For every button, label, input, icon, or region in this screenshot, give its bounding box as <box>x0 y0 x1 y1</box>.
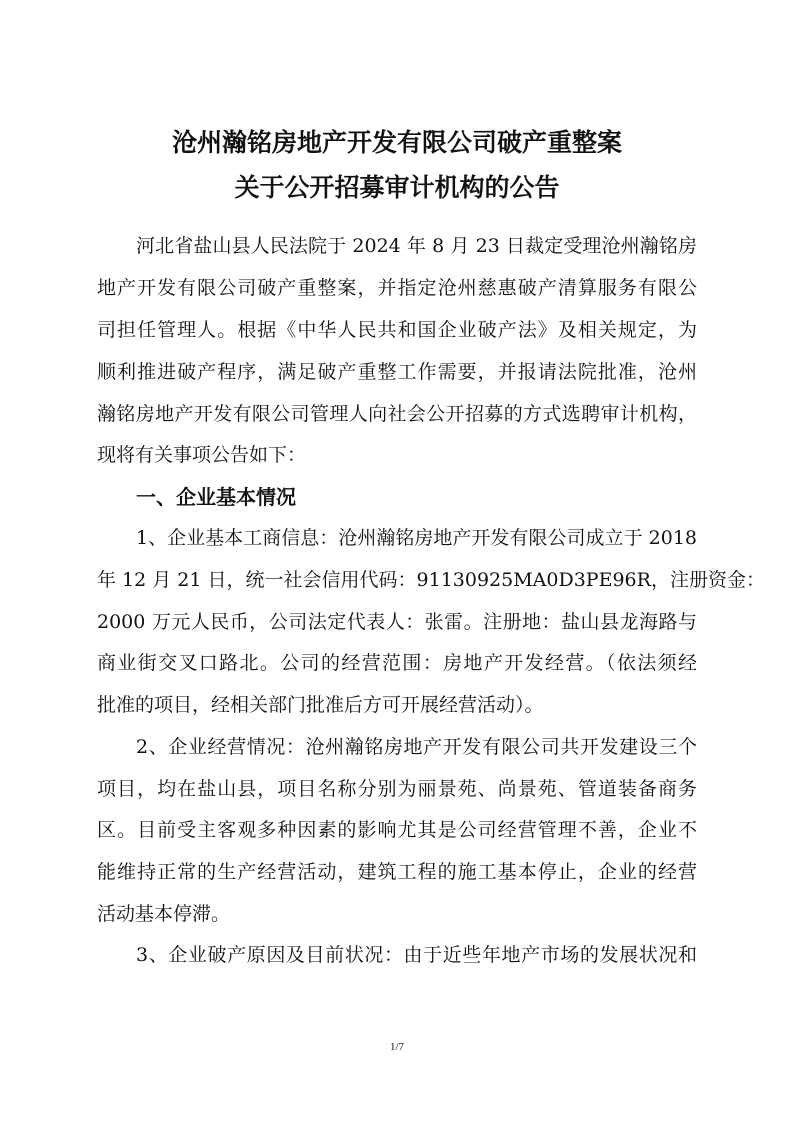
intro-line: 司担任管理人。根据《中华人民共和国企业破产法》及相关规定，为 <box>97 319 697 341</box>
paragraph-line: 年 12 月 21 日，统一社会信用代码：91130925MA0D3PE96R，注册资金： <box>97 569 765 591</box>
page-number: 1/7 <box>389 1041 405 1053</box>
paragraph-line: 1、企业基本工商信息：沧州瀚铭房地产开发有限公司成立于 2018 <box>136 527 697 549</box>
intro-line: 河北省盐山县人民法院于 2024 年 8 月 23 日裁定受理沧州瀚铭房 <box>136 235 697 257</box>
title-line-2: 关于公开招募审计机构的公告 <box>234 173 560 202</box>
paragraph-line: 商业街交叉口路北。公司的经营范围：房地产开发经营。（依法须经 <box>97 652 697 674</box>
title-line-1: 沧州瀚铭房地产开发有限公司破产重整案 <box>171 128 622 157</box>
paragraph-line: 能维持正常的生产经营活动，建筑工程的施工基本停止，企业的经营 <box>97 861 697 883</box>
paragraph-line: 活动基本停滞。 <box>97 903 231 925</box>
intro-line: 瀚铭房地产开发有限公司管理人向社会公开招募的方式选聘审计机构， <box>97 403 697 425</box>
paragraph-line: 项目，均在盐山县，项目名称分别为丽景苑、尚景苑、管道装备商务 <box>97 778 697 800</box>
intro-line: 顺利推进破产程序，满足破产重整工作需要，并报请法院批准，沧州 <box>97 361 697 383</box>
paragraph-line: 2、企业经营情况：沧州瀚铭房地产开发有限公司共开发建设三个 <box>136 736 697 758</box>
intro-line: 地产开发有限公司破产重整案，并指定沧州慈惠破产清算服务有限公 <box>97 277 697 299</box>
paragraph-line: 区。目前受主客观多种因素的影响尤其是公司经营管理不善，企业不 <box>97 819 697 841</box>
paragraph-line: 2000 万元人民币，公司法定代表人：张雷。注册地：盐山县龙海路与 <box>97 611 697 633</box>
section-heading: 一、企业基本情况 <box>136 485 296 509</box>
paragraph-line: 批准的项目，经相关部门批准后方可开展经营活动）。 <box>97 694 544 716</box>
intro-line: 现将有关事项公告如下： <box>97 444 307 466</box>
paragraph-line: 3、企业破产原因及目前状况：由于近些年地产市场的发展状况和 <box>136 944 697 966</box>
